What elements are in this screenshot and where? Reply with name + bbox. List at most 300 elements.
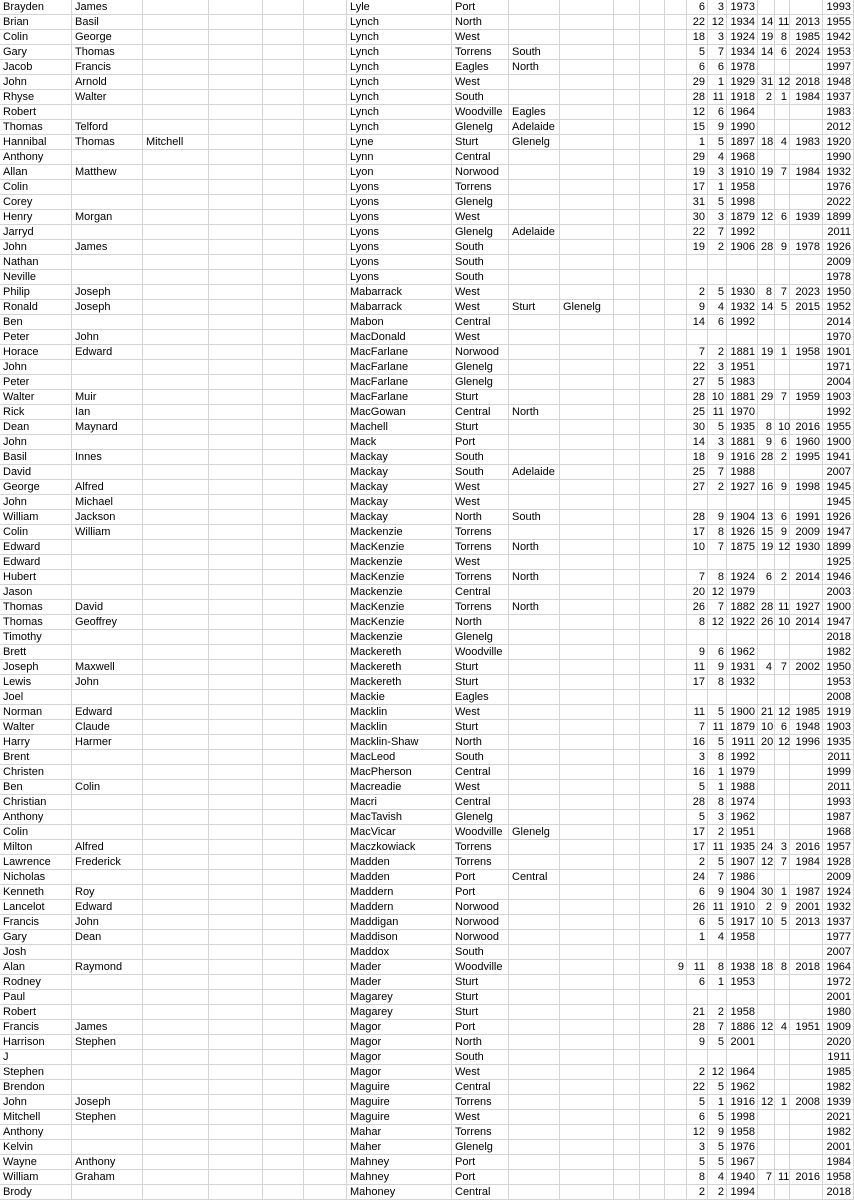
- cell-empty[interactable]: [263, 1110, 304, 1125]
- cell-month-1[interactable]: 5: [708, 1080, 727, 1095]
- cell-empty[interactable]: [640, 135, 665, 150]
- cell-empty[interactable]: [263, 660, 304, 675]
- cell-day-2[interactable]: 16: [758, 480, 775, 495]
- cell-empty[interactable]: [614, 660, 640, 675]
- cell-surname[interactable]: Mahney: [347, 1170, 452, 1185]
- cell-team-1[interactable]: West: [452, 780, 509, 795]
- cell-day-1[interactable]: 2: [687, 285, 708, 300]
- cell-empty[interactable]: [209, 960, 263, 975]
- cell-empty[interactable]: [263, 870, 304, 885]
- cell-team-2[interactable]: [509, 645, 560, 660]
- cell-empty[interactable]: [304, 120, 347, 135]
- cell-empty[interactable]: [263, 1080, 304, 1095]
- cell-empty[interactable]: [614, 330, 640, 345]
- cell-month-1[interactable]: 5: [708, 420, 727, 435]
- cell-year-2[interactable]: [790, 675, 823, 690]
- cell-month-2[interactable]: [775, 1185, 790, 1200]
- cell-middle-name-2[interactable]: Mitchell: [143, 135, 209, 150]
- cell-day-2[interactable]: [758, 225, 775, 240]
- cell-empty[interactable]: [614, 960, 640, 975]
- cell-middle-name-2[interactable]: [143, 690, 209, 705]
- cell-empty[interactable]: [640, 255, 665, 270]
- cell-team-3[interactable]: [560, 1035, 614, 1050]
- cell-empty[interactable]: [304, 1065, 347, 1080]
- cell-month-1[interactable]: 5: [708, 1035, 727, 1050]
- cell-year-3[interactable]: 1900: [823, 435, 854, 450]
- cell-empty[interactable]: [304, 780, 347, 795]
- cell-first-name[interactable]: Brian: [0, 15, 72, 30]
- cell-team-1[interactable]: Torrens: [452, 525, 509, 540]
- cell-team-3[interactable]: [560, 645, 614, 660]
- cell-first-name[interactable]: Hubert: [0, 570, 72, 585]
- cell-month-2[interactable]: [775, 330, 790, 345]
- cell-team-3[interactable]: [560, 540, 614, 555]
- cell-empty[interactable]: [209, 1035, 263, 1050]
- cell-month-1[interactable]: 4: [708, 930, 727, 945]
- cell-year-3[interactable]: 1992: [823, 405, 854, 420]
- cell-first-name[interactable]: Allan: [0, 165, 72, 180]
- cell-year-2[interactable]: [790, 1155, 823, 1170]
- cell-day-2[interactable]: 2: [758, 90, 775, 105]
- cell-empty[interactable]: [640, 1110, 665, 1125]
- cell-first-name[interactable]: Brett: [0, 645, 72, 660]
- cell-day-2[interactable]: [758, 765, 775, 780]
- cell-day-2[interactable]: [758, 1140, 775, 1155]
- cell-team-3[interactable]: [560, 810, 614, 825]
- cell-empty[interactable]: [209, 390, 263, 405]
- cell-empty[interactable]: [640, 435, 665, 450]
- cell-middle-name-2[interactable]: [143, 120, 209, 135]
- cell-month-2[interactable]: [775, 360, 790, 375]
- cell-middle-name-2[interactable]: [143, 75, 209, 90]
- cell-first-name[interactable]: John: [0, 1095, 72, 1110]
- cell-empty[interactable]: [640, 1155, 665, 1170]
- cell-month-1[interactable]: 8: [708, 675, 727, 690]
- cell-day-1[interactable]: 24: [687, 870, 708, 885]
- cell-year-2[interactable]: 1991: [790, 510, 823, 525]
- cell-first-name[interactable]: Alan: [0, 960, 72, 975]
- cell-first-name[interactable]: Rhyse: [0, 90, 72, 105]
- cell-team-1[interactable]: Port: [452, 1020, 509, 1035]
- cell-day-2[interactable]: 2: [758, 900, 775, 915]
- cell-team-1[interactable]: Port: [452, 885, 509, 900]
- cell-middle-name-2[interactable]: [143, 840, 209, 855]
- cell-surname[interactable]: Maddern: [347, 900, 452, 915]
- cell-empty[interactable]: [304, 480, 347, 495]
- cell-empty[interactable]: [209, 75, 263, 90]
- cell-empty[interactable]: [209, 360, 263, 375]
- cell-team-3[interactable]: [560, 660, 614, 675]
- cell-empty[interactable]: [209, 795, 263, 810]
- cell-empty[interactable]: [614, 1050, 640, 1065]
- cell-year-1[interactable]: 1881: [727, 345, 758, 360]
- cell-first-name[interactable]: Colin: [0, 825, 72, 840]
- cell-year-3[interactable]: 2012: [823, 120, 854, 135]
- cell-team-3[interactable]: [560, 30, 614, 45]
- cell-month-2[interactable]: [775, 315, 790, 330]
- cell-empty[interactable]: [304, 60, 347, 75]
- cell-team-3[interactable]: [560, 450, 614, 465]
- cell-surname[interactable]: Lynch: [347, 75, 452, 90]
- cell-day-2[interactable]: 6: [758, 570, 775, 585]
- cell-empty[interactable]: [614, 375, 640, 390]
- cell-team-2[interactable]: [509, 420, 560, 435]
- cell-number-extra[interactable]: 9: [665, 960, 687, 975]
- cell-day-1[interactable]: 6: [687, 60, 708, 75]
- cell-empty[interactable]: [304, 885, 347, 900]
- cell-day-2[interactable]: [758, 630, 775, 645]
- cell-day-2[interactable]: [758, 645, 775, 660]
- cell-first-name[interactable]: Colin: [0, 30, 72, 45]
- cell-day-1[interactable]: 22: [687, 15, 708, 30]
- cell-middle-name-2[interactable]: [143, 810, 209, 825]
- cell-day-2[interactable]: 7: [758, 1170, 775, 1185]
- cell-surname[interactable]: Mackay: [347, 465, 452, 480]
- cell-team-1[interactable]: Port: [452, 1170, 509, 1185]
- cell-month-2[interactable]: 4: [775, 1020, 790, 1035]
- cell-month-1[interactable]: 2: [708, 1185, 727, 1200]
- cell-surname[interactable]: Mack: [347, 435, 452, 450]
- cell-empty[interactable]: [209, 60, 263, 75]
- cell-team-1[interactable]: Sturt: [452, 720, 509, 735]
- cell-year-3[interactable]: 1977: [823, 930, 854, 945]
- cell-day-1[interactable]: [687, 495, 708, 510]
- cell-team-2[interactable]: [509, 555, 560, 570]
- cell-year-1[interactable]: 1930: [727, 285, 758, 300]
- cell-year-3[interactable]: 1993: [823, 795, 854, 810]
- cell-month-2[interactable]: 6: [775, 210, 790, 225]
- cell-empty[interactable]: [304, 795, 347, 810]
- cell-day-1[interactable]: 6: [687, 0, 708, 15]
- cell-number-extra[interactable]: [665, 360, 687, 375]
- cell-middle-name-1[interactable]: [72, 225, 143, 240]
- cell-empty[interactable]: [614, 420, 640, 435]
- cell-team-1[interactable]: Glenelg: [452, 120, 509, 135]
- cell-empty[interactable]: [304, 90, 347, 105]
- cell-team-1[interactable]: Woodville: [452, 645, 509, 660]
- cell-year-1[interactable]: 1998: [727, 1110, 758, 1125]
- cell-day-2[interactable]: [758, 105, 775, 120]
- cell-day-2[interactable]: [758, 690, 775, 705]
- cell-year-1[interactable]: 1962: [727, 645, 758, 660]
- cell-team-2[interactable]: Adelaide: [509, 225, 560, 240]
- cell-day-1[interactable]: [687, 330, 708, 345]
- cell-month-1[interactable]: 9: [708, 1125, 727, 1140]
- cell-month-1[interactable]: 3: [708, 0, 727, 15]
- cell-month-1[interactable]: 3: [708, 360, 727, 375]
- cell-year-2[interactable]: 1951: [790, 1020, 823, 1035]
- cell-number-extra[interactable]: [665, 1110, 687, 1125]
- cell-middle-name-1[interactable]: Maxwell: [72, 660, 143, 675]
- cell-month-1[interactable]: 1: [708, 975, 727, 990]
- cell-month-2[interactable]: [775, 465, 790, 480]
- cell-team-3[interactable]: [560, 690, 614, 705]
- cell-month-2[interactable]: 2: [775, 570, 790, 585]
- cell-year-2[interactable]: 1930: [790, 540, 823, 555]
- cell-number-extra[interactable]: [665, 345, 687, 360]
- cell-team-1[interactable]: West: [452, 705, 509, 720]
- cell-empty[interactable]: [209, 270, 263, 285]
- cell-number-extra[interactable]: [665, 585, 687, 600]
- cell-empty[interactable]: [304, 840, 347, 855]
- cell-year-3[interactable]: 1899: [823, 210, 854, 225]
- cell-empty[interactable]: [614, 615, 640, 630]
- cell-year-3[interactable]: 1953: [823, 45, 854, 60]
- cell-day-2[interactable]: [758, 780, 775, 795]
- cell-month-1[interactable]: 12: [708, 1065, 727, 1080]
- cell-year-2[interactable]: 2013: [790, 915, 823, 930]
- cell-middle-name-2[interactable]: [143, 480, 209, 495]
- cell-day-1[interactable]: 27: [687, 480, 708, 495]
- cell-first-name[interactable]: Christen: [0, 765, 72, 780]
- cell-day-2[interactable]: [758, 675, 775, 690]
- cell-team-3[interactable]: [560, 900, 614, 915]
- cell-empty[interactable]: [304, 1050, 347, 1065]
- cell-middle-name-2[interactable]: [143, 360, 209, 375]
- cell-month-2[interactable]: 9: [775, 480, 790, 495]
- cell-year-1[interactable]: 1879: [727, 210, 758, 225]
- cell-number-extra[interactable]: [665, 930, 687, 945]
- cell-day-2[interactable]: [758, 1050, 775, 1065]
- cell-year-2[interactable]: [790, 495, 823, 510]
- cell-middle-name-1[interactable]: Stephen: [72, 1035, 143, 1050]
- cell-year-1[interactable]: 1929: [727, 75, 758, 90]
- cell-empty[interactable]: [640, 960, 665, 975]
- cell-empty[interactable]: [614, 870, 640, 885]
- cell-empty[interactable]: [640, 930, 665, 945]
- cell-empty[interactable]: [640, 75, 665, 90]
- cell-year-3[interactable]: 2001: [823, 1140, 854, 1155]
- cell-middle-name-1[interactable]: [72, 465, 143, 480]
- cell-month-2[interactable]: 1: [775, 885, 790, 900]
- cell-team-2[interactable]: [509, 975, 560, 990]
- cell-middle-name-1[interactable]: [72, 1140, 143, 1155]
- cell-empty[interactable]: [209, 615, 263, 630]
- cell-middle-name-2[interactable]: [143, 240, 209, 255]
- cell-middle-name-1[interactable]: [72, 585, 143, 600]
- cell-empty[interactable]: [304, 570, 347, 585]
- cell-month-2[interactable]: 2: [775, 450, 790, 465]
- cell-team-2[interactable]: [509, 390, 560, 405]
- cell-number-extra[interactable]: [665, 750, 687, 765]
- cell-year-3[interactable]: 1952: [823, 300, 854, 315]
- cell-empty[interactable]: [304, 15, 347, 30]
- cell-team-1[interactable]: Eagles: [452, 60, 509, 75]
- cell-middle-name-1[interactable]: Colin: [72, 780, 143, 795]
- cell-year-1[interactable]: [727, 555, 758, 570]
- cell-team-2[interactable]: [509, 180, 560, 195]
- cell-year-1[interactable]: 1926: [727, 525, 758, 540]
- cell-month-2[interactable]: [775, 225, 790, 240]
- cell-number-extra[interactable]: [665, 555, 687, 570]
- cell-year-3[interactable]: 1947: [823, 615, 854, 630]
- cell-surname[interactable]: Lyons: [347, 240, 452, 255]
- cell-year-3[interactable]: 1901: [823, 345, 854, 360]
- cell-team-2[interactable]: Glenelg: [509, 135, 560, 150]
- cell-team-3[interactable]: [560, 480, 614, 495]
- cell-empty[interactable]: [263, 270, 304, 285]
- cell-surname[interactable]: Mackereth: [347, 660, 452, 675]
- cell-year-3[interactable]: 1987: [823, 810, 854, 825]
- cell-year-1[interactable]: 1934: [727, 45, 758, 60]
- cell-month-1[interactable]: 7: [708, 45, 727, 60]
- cell-empty[interactable]: [304, 510, 347, 525]
- cell-middle-name-2[interactable]: [143, 915, 209, 930]
- cell-year-2[interactable]: [790, 120, 823, 135]
- cell-surname[interactable]: Mackenzie: [347, 525, 452, 540]
- cell-empty[interactable]: [304, 870, 347, 885]
- cell-empty[interactable]: [209, 120, 263, 135]
- cell-empty[interactable]: [304, 1035, 347, 1050]
- cell-year-2[interactable]: 2024: [790, 45, 823, 60]
- cell-year-2[interactable]: [790, 825, 823, 840]
- cell-middle-name-2[interactable]: [143, 1170, 209, 1185]
- cell-day-1[interactable]: 1: [687, 135, 708, 150]
- cell-day-1[interactable]: 29: [687, 150, 708, 165]
- cell-year-3[interactable]: 2009: [823, 870, 854, 885]
- cell-empty[interactable]: [263, 375, 304, 390]
- cell-empty[interactable]: [614, 150, 640, 165]
- cell-surname[interactable]: Mahney: [347, 1155, 452, 1170]
- cell-year-2[interactable]: [790, 690, 823, 705]
- cell-team-2[interactable]: [509, 345, 560, 360]
- cell-month-2[interactable]: 12: [775, 540, 790, 555]
- cell-empty[interactable]: [263, 390, 304, 405]
- cell-year-1[interactable]: 1916: [727, 450, 758, 465]
- cell-team-2[interactable]: [509, 435, 560, 450]
- cell-year-2[interactable]: 1985: [790, 30, 823, 45]
- cell-empty[interactable]: [209, 150, 263, 165]
- cell-day-2[interactable]: [758, 1185, 775, 1200]
- cell-middle-name-1[interactable]: [72, 825, 143, 840]
- cell-team-1[interactable]: North: [452, 1035, 509, 1050]
- cell-empty[interactable]: [640, 1185, 665, 1200]
- cell-middle-name-1[interactable]: [72, 540, 143, 555]
- cell-month-2[interactable]: 12: [775, 735, 790, 750]
- cell-middle-name-1[interactable]: Dean: [72, 930, 143, 945]
- cell-month-1[interactable]: 11: [708, 840, 727, 855]
- cell-empty[interactable]: [614, 165, 640, 180]
- cell-year-2[interactable]: [790, 225, 823, 240]
- cell-team-3[interactable]: [560, 165, 614, 180]
- cell-number-extra[interactable]: [665, 270, 687, 285]
- cell-middle-name-1[interactable]: [72, 270, 143, 285]
- cell-year-2[interactable]: [790, 810, 823, 825]
- cell-empty[interactable]: [614, 195, 640, 210]
- cell-month-2[interactable]: 7: [775, 285, 790, 300]
- cell-middle-name-2[interactable]: [143, 1065, 209, 1080]
- cell-month-2[interactable]: [775, 750, 790, 765]
- cell-empty[interactable]: [209, 540, 263, 555]
- cell-team-1[interactable]: South: [452, 90, 509, 105]
- cell-year-2[interactable]: 2016: [790, 420, 823, 435]
- cell-first-name[interactable]: Peter: [0, 330, 72, 345]
- cell-empty[interactable]: [209, 600, 263, 615]
- cell-month-2[interactable]: 7: [775, 165, 790, 180]
- cell-month-1[interactable]: [708, 945, 727, 960]
- cell-team-3[interactable]: [560, 195, 614, 210]
- cell-middle-name-2[interactable]: [143, 720, 209, 735]
- cell-year-1[interactable]: 1875: [727, 540, 758, 555]
- cell-first-name[interactable]: Hannibal: [0, 135, 72, 150]
- cell-year-3[interactable]: 2022: [823, 195, 854, 210]
- cell-year-1[interactable]: 1911: [727, 735, 758, 750]
- cell-team-1[interactable]: Central: [452, 150, 509, 165]
- cell-empty[interactable]: [640, 990, 665, 1005]
- cell-empty[interactable]: [209, 225, 263, 240]
- cell-empty[interactable]: [209, 405, 263, 420]
- cell-month-2[interactable]: [775, 195, 790, 210]
- cell-day-2[interactable]: [758, 120, 775, 135]
- cell-empty[interactable]: [640, 1170, 665, 1185]
- cell-first-name[interactable]: Joel: [0, 690, 72, 705]
- cell-empty[interactable]: [209, 735, 263, 750]
- cell-surname[interactable]: Mackay: [347, 510, 452, 525]
- cell-empty[interactable]: [640, 375, 665, 390]
- cell-surname[interactable]: Mackenzie: [347, 555, 452, 570]
- cell-day-1[interactable]: 10: [687, 540, 708, 555]
- cell-middle-name-2[interactable]: [143, 1125, 209, 1140]
- cell-empty[interactable]: [209, 525, 263, 540]
- cell-year-1[interactable]: 1932: [727, 300, 758, 315]
- cell-middle-name-2[interactable]: [143, 585, 209, 600]
- cell-team-1[interactable]: North: [452, 615, 509, 630]
- cell-middle-name-2[interactable]: [143, 525, 209, 540]
- cell-empty[interactable]: [614, 90, 640, 105]
- cell-empty[interactable]: [209, 630, 263, 645]
- cell-day-2[interactable]: [758, 375, 775, 390]
- cell-first-name[interactable]: Christian: [0, 795, 72, 810]
- cell-empty[interactable]: [614, 840, 640, 855]
- cell-number-extra[interactable]: [665, 645, 687, 660]
- cell-year-3[interactable]: 1968: [823, 825, 854, 840]
- cell-empty[interactable]: [209, 30, 263, 45]
- cell-middle-name-1[interactable]: [72, 945, 143, 960]
- cell-number-extra[interactable]: [665, 15, 687, 30]
- cell-year-3[interactable]: 1903: [823, 720, 854, 735]
- cell-empty[interactable]: [304, 555, 347, 570]
- cell-empty[interactable]: [640, 900, 665, 915]
- cell-empty[interactable]: [209, 495, 263, 510]
- cell-month-1[interactable]: 9: [708, 885, 727, 900]
- cell-team-2[interactable]: [509, 1170, 560, 1185]
- cell-year-3[interactable]: 1984: [823, 1155, 854, 1170]
- cell-team-1[interactable]: Central: [452, 405, 509, 420]
- cell-day-1[interactable]: 17: [687, 180, 708, 195]
- cell-year-1[interactable]: 1988: [727, 780, 758, 795]
- cell-day-1[interactable]: 5: [687, 1155, 708, 1170]
- cell-year-2[interactable]: [790, 255, 823, 270]
- cell-day-2[interactable]: [758, 975, 775, 990]
- cell-year-3[interactable]: 2011: [823, 750, 854, 765]
- cell-year-3[interactable]: 2018: [823, 630, 854, 645]
- cell-day-2[interactable]: 12: [758, 210, 775, 225]
- cell-surname[interactable]: Lyons: [347, 225, 452, 240]
- cell-year-1[interactable]: 1910: [727, 165, 758, 180]
- cell-day-1[interactable]: 7: [687, 720, 708, 735]
- cell-team-3[interactable]: [560, 1020, 614, 1035]
- cell-day-1[interactable]: 17: [687, 840, 708, 855]
- cell-number-extra[interactable]: [665, 630, 687, 645]
- cell-month-2[interactable]: [775, 675, 790, 690]
- cell-empty[interactable]: [304, 615, 347, 630]
- cell-team-1[interactable]: West: [452, 1065, 509, 1080]
- cell-empty[interactable]: [614, 1005, 640, 1020]
- cell-empty[interactable]: [640, 210, 665, 225]
- cell-team-1[interactable]: Sturt: [452, 1005, 509, 1020]
- cell-surname[interactable]: Lynch: [347, 45, 452, 60]
- cell-empty[interactable]: [209, 840, 263, 855]
